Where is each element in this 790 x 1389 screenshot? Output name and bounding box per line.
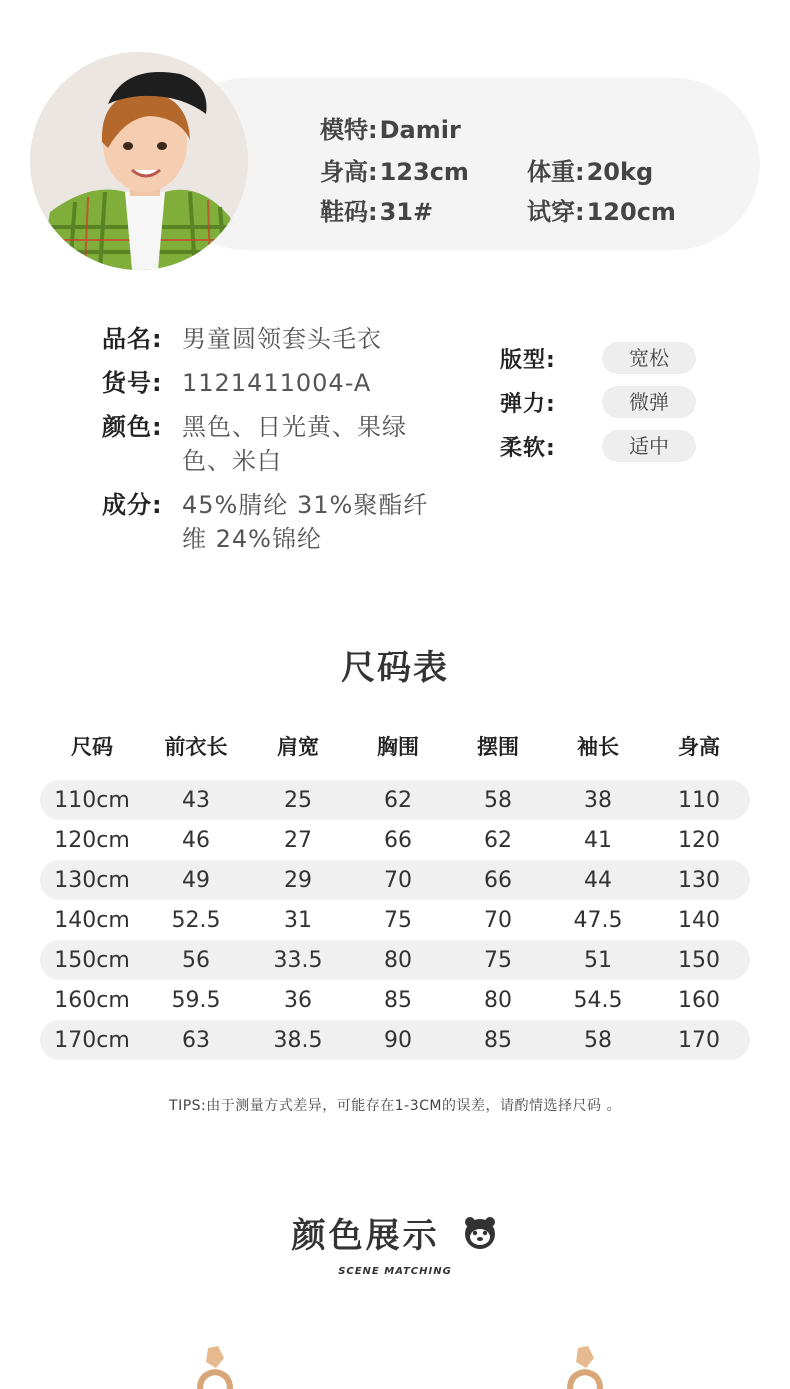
attribute-label: 版型: — [500, 347, 556, 373]
table-cell: 160 — [678, 987, 720, 1013]
product-sku-row — [102, 366, 432, 400]
table-cell: 46 — [182, 827, 210, 853]
attribute-badge: 宽松 — [602, 342, 696, 374]
product-color-value: 黑色、日光黄、果绿色、米白 — [182, 413, 407, 475]
table-cell: 70 — [384, 867, 412, 893]
table-cell: 140cm — [54, 907, 130, 933]
table-cell: 31 — [284, 907, 312, 933]
table-cell: 80 — [484, 987, 512, 1013]
column-header: 摆围 — [477, 735, 519, 759]
table-cell: 36 — [284, 987, 312, 1013]
model-weight-value: 20kg — [586, 158, 654, 186]
table-cell: 150 — [678, 947, 720, 973]
table-cell: 140 — [678, 907, 720, 933]
table-cell: 58 — [484, 787, 512, 813]
table-cell: 43 — [182, 787, 210, 813]
model-weight-row — [527, 152, 653, 187]
table-cell: 75 — [484, 947, 512, 973]
hanger-icon — [190, 1346, 240, 1389]
product-name-row — [102, 322, 432, 356]
table-row — [40, 860, 750, 900]
table-cell: 160cm — [54, 987, 130, 1013]
table-cell: 33.5 — [273, 947, 323, 973]
model-shoe-row — [320, 192, 433, 227]
table-cell: 66 — [484, 867, 512, 893]
model-height-value: 123cm — [379, 158, 469, 186]
table-cell: 75 — [384, 907, 412, 933]
color-showcase-title-text: 颜色展示 — [291, 1216, 440, 1256]
table-cell: 150cm — [54, 947, 130, 973]
product-color-row — [102, 410, 432, 478]
table-cell: 85 — [384, 987, 412, 1013]
product-color-label: 颜色: — [102, 413, 163, 441]
model-name-label: 模特: — [320, 116, 378, 144]
model-fit-row — [527, 192, 676, 227]
table-cell: 44 — [584, 867, 612, 893]
attribute-softness — [500, 424, 696, 468]
mascot-icon — [462, 1215, 498, 1251]
table-cell: 47.5 — [573, 907, 623, 933]
column-header: 尺码 — [71, 735, 113, 759]
table-cell: 110cm — [54, 787, 130, 813]
table-cell: 130cm — [54, 867, 130, 893]
product-material-row — [102, 488, 432, 556]
size-table-header — [40, 726, 750, 766]
model-photo — [30, 52, 248, 270]
attribute-label: 柔软: — [500, 435, 556, 461]
attribute-elasticity — [500, 380, 696, 424]
table-cell: 38 — [584, 787, 612, 813]
column-header: 身高 — [678, 735, 720, 759]
attribute-fit — [500, 336, 696, 380]
table-cell: 52.5 — [171, 907, 221, 933]
model-avatar — [30, 52, 248, 270]
color-showcase-title — [0, 1208, 790, 1257]
table-row — [40, 820, 750, 860]
attribute-label: 弹力: — [500, 391, 556, 417]
table-cell: 70 — [484, 907, 512, 933]
model-shoe-value: 31# — [379, 198, 434, 226]
table-cell: 66 — [384, 827, 412, 853]
product-name-label: 品名: — [102, 325, 163, 353]
table-row — [40, 940, 750, 980]
table-row — [40, 900, 750, 940]
size-table — [40, 726, 750, 1060]
table-row — [40, 780, 750, 820]
model-height-label: 身高: — [320, 158, 378, 186]
attribute-badge: 微弹 — [602, 386, 696, 418]
column-header: 胸围 — [377, 735, 419, 759]
table-cell: 41 — [584, 827, 612, 853]
model-fit-label: 试穿: — [527, 198, 585, 226]
table-row — [40, 980, 750, 1020]
table-cell: 58 — [584, 1027, 612, 1053]
table-cell: 80 — [384, 947, 412, 973]
attribute-badge: 适中 — [602, 430, 696, 462]
table-cell: 110 — [678, 787, 720, 813]
table-cell: 120 — [678, 827, 720, 853]
table-row — [40, 1020, 750, 1060]
table-cell: 51 — [584, 947, 612, 973]
model-shoe-label: 鞋码: — [320, 198, 378, 226]
product-sku-value: 1121411004-A — [182, 369, 372, 397]
table-cell: 25 — [284, 787, 312, 813]
table-cell: 170 — [678, 1027, 720, 1053]
color-showcase-subtitle: SCENE MATCHING — [338, 1266, 452, 1277]
model-weight-label: 体重: — [527, 158, 585, 186]
model-height-row — [320, 152, 469, 187]
size-tips: TIPS:由于测量方式差异，可能存在1-3CM的误差，请酌情选择尺码 。 — [169, 1098, 621, 1114]
table-cell: 59.5 — [171, 987, 221, 1013]
table-cell: 63 — [182, 1027, 210, 1053]
table-cell: 54.5 — [573, 987, 623, 1013]
table-cell: 62 — [384, 787, 412, 813]
product-info — [102, 322, 432, 566]
product-attributes — [500, 336, 696, 468]
column-header: 肩宽 — [277, 735, 319, 759]
product-material-value: 45%腈纶 31%聚酯纤维 24%锦纶 — [182, 491, 429, 553]
table-cell: 38.5 — [273, 1027, 323, 1053]
model-fit-value: 120cm — [586, 198, 676, 226]
table-cell: 62 — [484, 827, 512, 853]
product-material-label: 成分: — [102, 491, 163, 519]
table-cell: 130 — [678, 867, 720, 893]
table-cell: 90 — [384, 1027, 412, 1053]
table-cell: 49 — [182, 867, 210, 893]
size-chart-title: 尺码表 — [341, 648, 449, 688]
table-cell: 170cm — [54, 1027, 130, 1053]
column-header: 前衣长 — [164, 735, 228, 759]
product-name-value: 男童圆领套头毛衣 — [182, 325, 382, 353]
table-cell: 85 — [484, 1027, 512, 1053]
table-cell: 27 — [284, 827, 312, 853]
table-cell: 56 — [182, 947, 210, 973]
model-name-row — [320, 110, 461, 145]
table-cell: 29 — [284, 867, 312, 893]
column-header: 袖长 — [577, 735, 619, 759]
table-cell: 120cm — [54, 827, 130, 853]
product-sku-label: 货号: — [102, 369, 163, 397]
model-name-value: Damir — [379, 116, 461, 144]
hanger-icon — [560, 1346, 610, 1389]
